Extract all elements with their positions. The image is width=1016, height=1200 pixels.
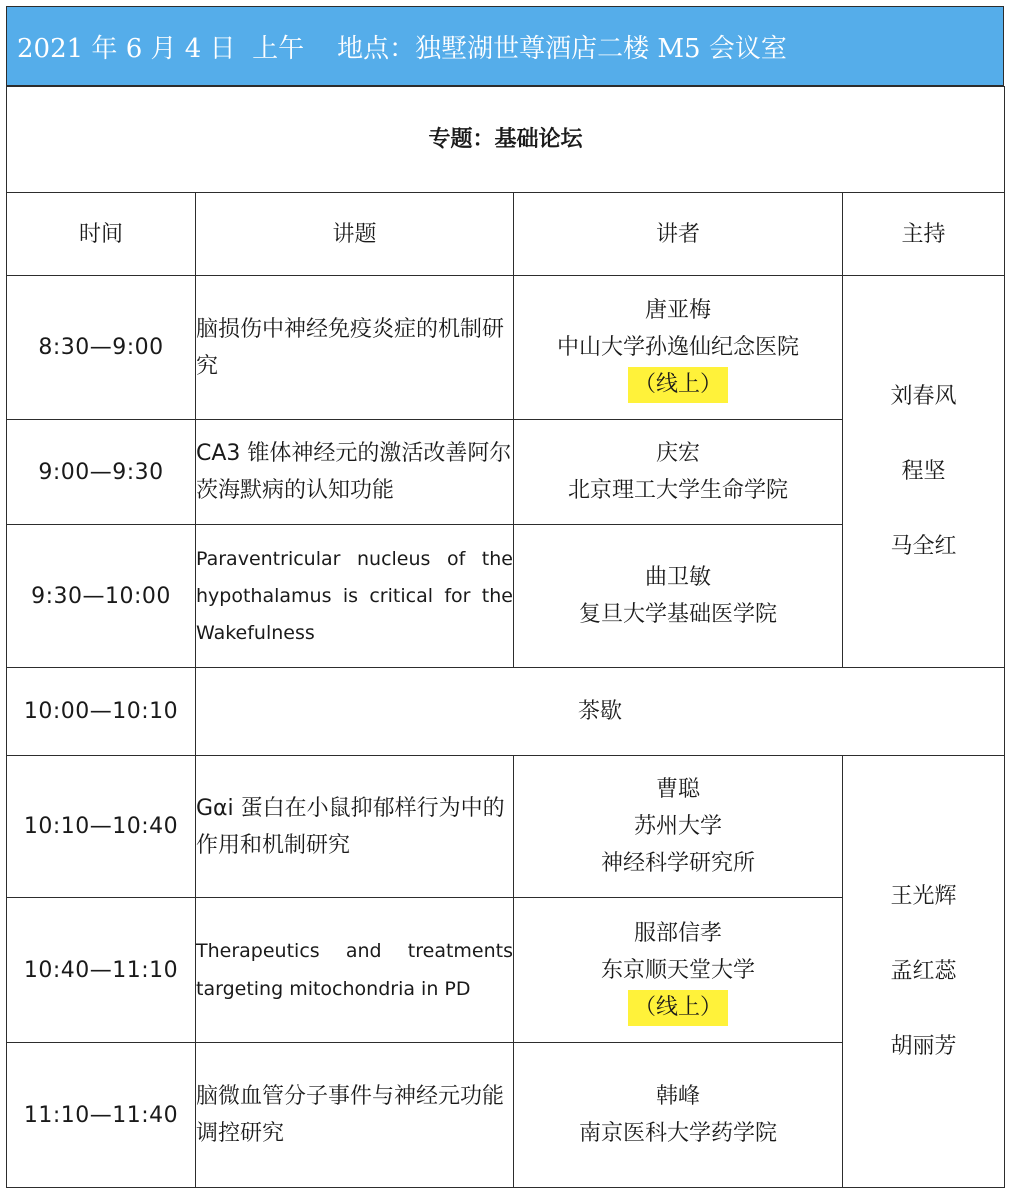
speaker-name: 服部信孝 bbox=[633, 920, 722, 946]
session-title: Paraventricular nucleus of the hypothalamus is critical for the Wakefulness bbox=[196, 525, 514, 668]
speaker-affiliation: 中山大学孙逸仙纪念医院 bbox=[556, 335, 799, 360]
column-header-host: 主持 bbox=[843, 193, 1005, 276]
speaker-affiliation: 复旦大学基础医学院 bbox=[578, 602, 777, 627]
host-name: 程坚 bbox=[901, 459, 946, 484]
session-time: 9:30—10:00 bbox=[7, 525, 196, 668]
speaker-name: 曲卫敏 bbox=[644, 565, 711, 590]
speaker-affiliation: 东京顺天堂大学 bbox=[600, 957, 755, 983]
column-header-title: 讲题 bbox=[196, 193, 514, 276]
session-speaker bbox=[514, 898, 843, 1043]
schedule-table bbox=[6, 86, 1005, 1188]
host-name: 马全红 bbox=[890, 534, 957, 559]
break-label: 茶歇 bbox=[196, 668, 1005, 756]
online-badge: （线上） bbox=[628, 367, 728, 403]
schedule-header: 2021 年 6 月 4 日 上午 地点：独墅湖世尊酒店二楼 M5 会议室 bbox=[6, 6, 1004, 86]
speaker-name: 韩峰 bbox=[655, 1084, 700, 1109]
session-row bbox=[7, 756, 1005, 898]
host-name: 孟红蕊 bbox=[890, 959, 957, 984]
session-speaker bbox=[514, 525, 843, 668]
session-title: 脑微血管分子事件与神经元功能调控研究 bbox=[196, 1043, 514, 1188]
host-group-2 bbox=[843, 756, 1005, 1188]
session-title: 脑损伤中神经免疫炎症的机制研究 bbox=[196, 276, 514, 420]
topic-row bbox=[7, 87, 1005, 193]
host-name: 胡丽芳 bbox=[890, 1034, 957, 1059]
session-speaker bbox=[514, 276, 843, 420]
session-speaker bbox=[514, 420, 843, 525]
host-group-1 bbox=[843, 276, 1005, 668]
speaker-affiliation: 苏州大学 bbox=[633, 814, 722, 839]
session-time: 11:10—11:40 bbox=[7, 1043, 196, 1188]
speaker-name: 唐亚梅 bbox=[644, 298, 711, 323]
session-speaker bbox=[514, 1043, 843, 1188]
session-time: 10:40—11:10 bbox=[7, 898, 196, 1043]
column-header-time: 时间 bbox=[7, 193, 196, 276]
session-title: CA3 锥体神经元的激活改善阿尔茨海默病的认知功能 bbox=[196, 420, 514, 525]
host-name: 王光辉 bbox=[890, 884, 957, 909]
host-name: 刘春风 bbox=[890, 384, 957, 409]
column-header-row bbox=[7, 193, 1005, 276]
speaker-name: 庆宏 bbox=[655, 441, 700, 466]
session-time: 10:10—10:40 bbox=[7, 756, 196, 898]
speaker-affiliation: 南京医科大学药学院 bbox=[578, 1121, 777, 1146]
session-time: 9:00—9:30 bbox=[7, 420, 196, 525]
speaker-name: 曹聪 bbox=[655, 777, 700, 802]
break-row bbox=[7, 668, 1005, 756]
column-header-speaker: 讲者 bbox=[514, 193, 843, 276]
session-time: 8:30—9:00 bbox=[7, 276, 196, 420]
session-speaker bbox=[514, 756, 843, 898]
break-time: 10:00—10:10 bbox=[7, 668, 196, 756]
session-title: Therapeutics and treatments targeting mitochondria in PD bbox=[196, 898, 514, 1043]
session-row bbox=[7, 276, 1005, 420]
speaker-affiliation: 北京理工大学生命学院 bbox=[567, 478, 788, 503]
speaker-department: 神经科学研究所 bbox=[600, 851, 755, 876]
online-badge: （线上） bbox=[628, 990, 728, 1026]
session-title: Gαi 蛋白在小鼠抑郁样行为中的作用和机制研究 bbox=[196, 756, 514, 898]
topic-title: 专题：基础论坛 bbox=[7, 87, 1005, 193]
